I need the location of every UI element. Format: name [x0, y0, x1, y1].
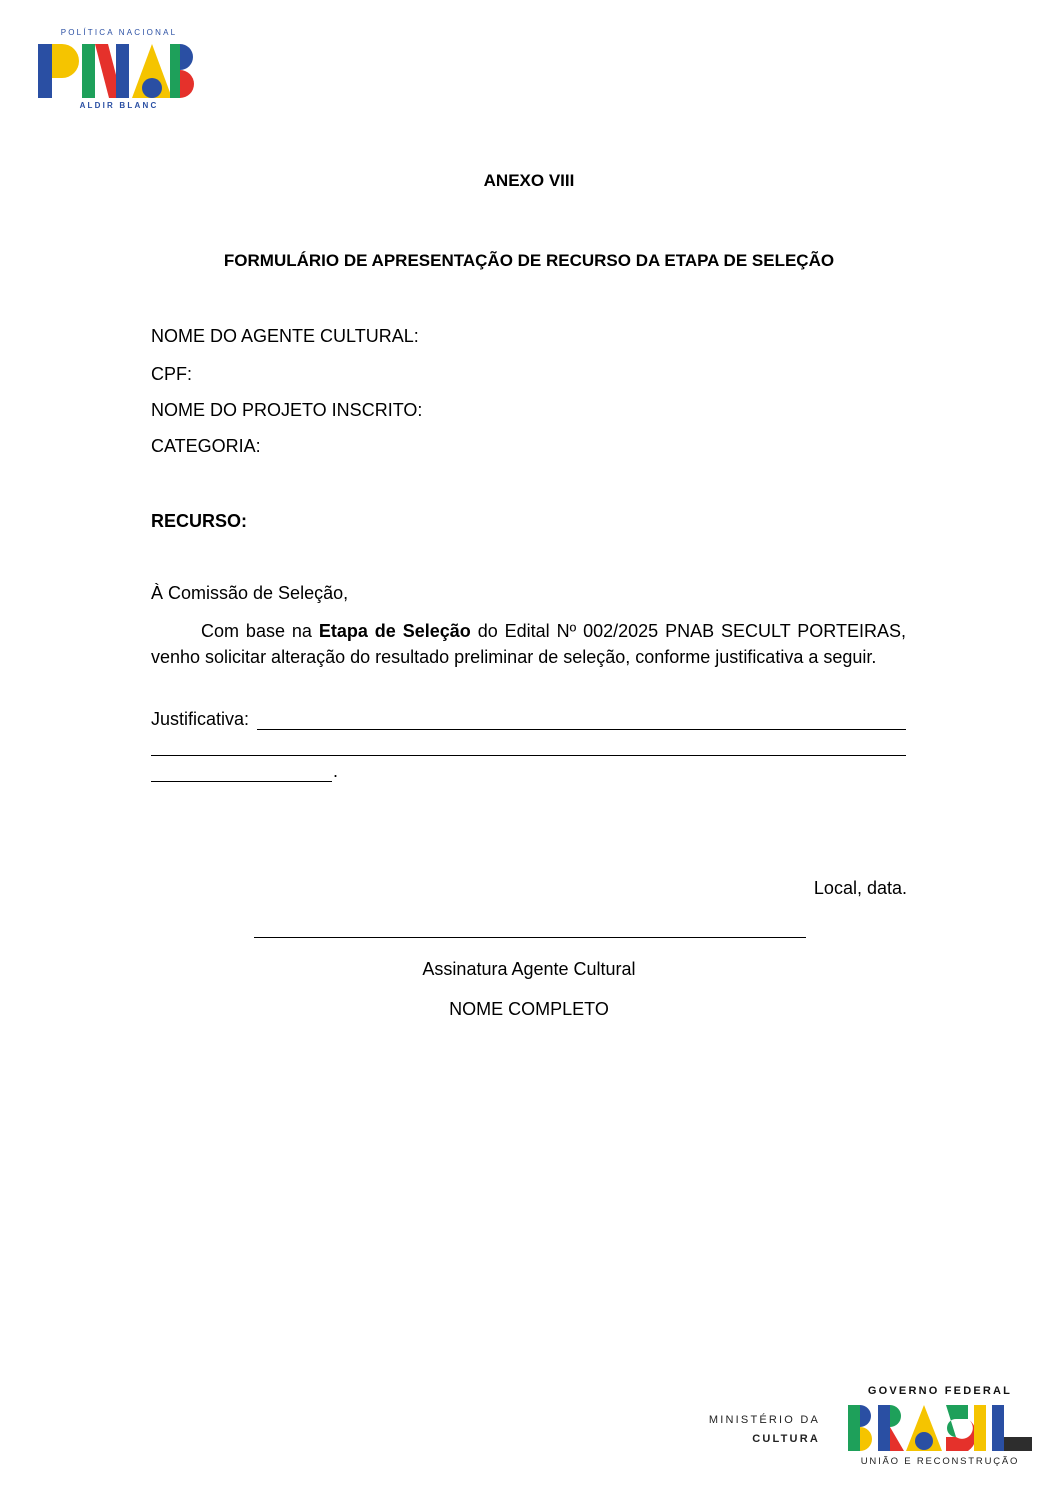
form-title: FORMULÁRIO DE APRESENTAÇÃO DE RECURSO DA ETAPA DE SELEÇÃO	[223, 251, 835, 270]
recurso-label: RECURSO:	[151, 511, 248, 531]
local-date: Local, data.	[813, 878, 907, 898]
signature-line	[254, 937, 806, 938]
ministry-logo	[694, 1411, 820, 1449]
brasil-logo-graphic	[848, 1405, 1034, 1451]
pnab-logo-graphic	[36, 40, 200, 100]
body-bold: Etapa de Seleção	[318, 621, 471, 641]
justification-rule-3	[151, 781, 332, 782]
pnab-logo	[36, 28, 206, 114]
justification-line-1	[151, 709, 906, 731]
justification-line-2	[151, 735, 906, 757]
salutation: À Comissão de Seleção,	[151, 583, 349, 603]
body-prefix: Com base na	[201, 621, 319, 641]
justification-label: Justificativa:	[151, 709, 250, 729]
body-paragraph	[151, 618, 906, 670]
signature-label: Assinatura Agente Cultural	[422, 959, 636, 979]
annex-heading: ANEXO VIII	[483, 171, 575, 190]
gov-slogan-text: UNIÃO E RECONSTRUÇÃO	[860, 1456, 1020, 1467]
justification-line-3	[151, 761, 906, 783]
body-suffix: do Edital Nº 002/2025 PNAB SECULT PORTEIRAS, venho solicitar alteração do resultado preliminar de seleção, conforme justificativa a seguir.	[151, 621, 906, 667]
justification-end: .	[333, 761, 339, 781]
pnab-logo-top-text: POLÍTICA NACIONAL	[60, 28, 178, 37]
field-category: CATEGORIA:	[151, 436, 261, 456]
full-name-label: NOME COMPLETO	[449, 999, 609, 1019]
justification-rule-1	[257, 729, 906, 730]
ministry-line-2: CULTURA	[752, 1433, 820, 1445]
gov-federal-text: GOVERNO FEDERAL	[867, 1385, 1013, 1397]
field-agent-name: NOME DO AGENTE CULTURAL:	[151, 326, 419, 346]
ministry-line-1: MINISTÉRIO DA	[708, 1414, 820, 1426]
pnab-logo-bottom-text: ALDIR BLANC	[79, 101, 159, 110]
field-cpf: CPF:	[151, 364, 193, 384]
field-project-name: NOME DO PROJETO INSCRITO:	[151, 400, 423, 420]
justification-rule-2	[151, 755, 906, 756]
